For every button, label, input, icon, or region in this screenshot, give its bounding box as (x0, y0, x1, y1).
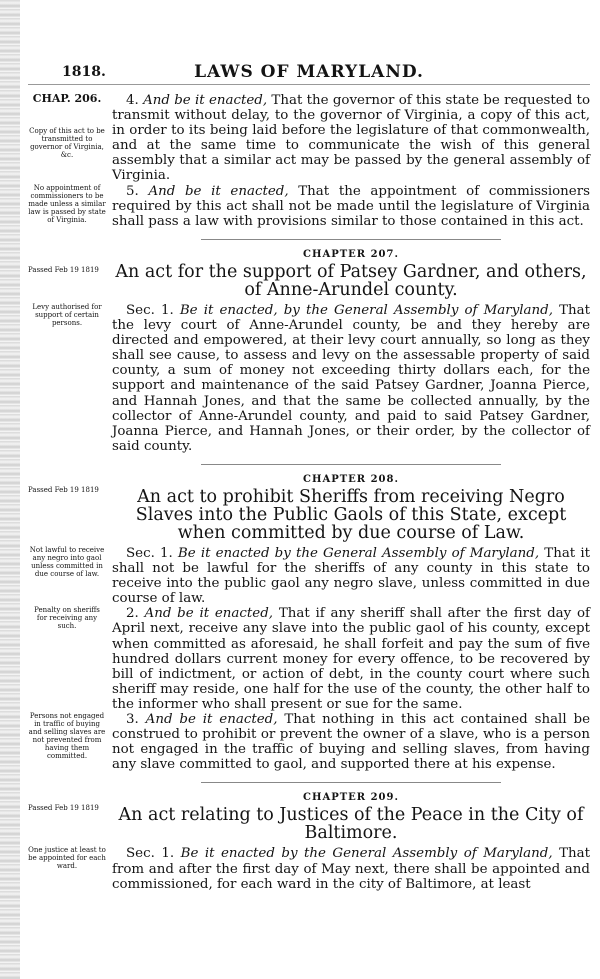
chapter-208-heading: CHAPTER 208. (303, 473, 399, 485)
chapter-208 (28, 470, 590, 546)
chapter-207-section-1-text: Sec. 1. Be it enacted, by the General Assembly of Maryland, That the levy court of Anne-Arundel county, be and they hereby are directed and empowered, at their levy court annually, so long as they shall see cause, to assess and levy on the assessable property of said county, a sum of money not exceeding thirty dollars each, for the support and maintenance of the said Patsey Gardner, Joanna Pierce, and Hannah Jones, and that the same be collected annually, by the collector of Anne-Arundel county, and paid to said Patsey Gardner, Joanna Pierce, and Hannah Jones, or their order, by the collector of said county. (112, 302, 591, 454)
section-4-text: 4. And be it enacted, That the governor of this state be requested to transmit without delay, to the governor of Virginia, a copy of this act, in order to its being laid before the legislature of that commonwealth, and at the same time to communicate the wish of this general assembly that a similar act may be passed by the general assembly of Virginia. (112, 93, 591, 184)
chapter-208-section-1-text: Sec. 1. Be it enacted by the General Assembly of Maryland, That it shall not be lawful for the sheriffs of any county in this state to receive into the public gaol any negro slave, unless committed in due course of law. (112, 545, 590, 607)
passed-date-209: Passed Feb 19 1819 (28, 804, 99, 813)
margin-note-persons: Persons not engaged in traffic of buying and selling slaves are not prevented from having them committed. (28, 712, 106, 760)
chapter-207 (28, 245, 590, 303)
margin-note-copy: Copy of this act to be transmitted to governor of Virginia, &c. (29, 127, 105, 159)
margin-note-commissioners: No appointment of commissioners to be made unless a similar law is passed by state of Virginia. (28, 183, 106, 224)
page-header (28, 58, 590, 85)
chapter-208-section-2 (28, 606, 590, 712)
page-year: 1818. (62, 64, 106, 80)
chapter-207-title: An act for the support of Patsey Gardner, and others, of Anne-Arundel county. (115, 261, 587, 300)
chapter-208-section-3-text: 3. And be it enacted, That nothing in this act contained shall be construed to prohibit or prevent the owner of a slave, who is a person not engaged in the traffic of buying and selling slaves, from having any slave committed to gaol, and supported there at his expense. (112, 712, 590, 773)
margin-note-levy: Levy authorised for support of certain persons. (32, 302, 102, 327)
chapter-208-section-2-text: 2. And be it enacted, That if any sheriff shall after the first day of April next, receive any slave into the public gaol of his county, except when committed as aforesaid, he shall forfeit and pay the sum of five hundred dollars current money for every offence, to be recovered by bill of indictment, or action of debt, in the county court where such sheriff may reside, one half for the use of the county, the other half to the informer who shall present or sue for the same. (112, 606, 590, 712)
passed-date-207: Passed Feb 19 1819 (28, 265, 99, 274)
chapter-209-title: An act relating to Justices of the Peace in the City of Baltimore. (118, 805, 584, 844)
book-page (28, 58, 590, 892)
chapter-208-title: An act to prohibit Sheriffs from receiving Negro Slaves into the Public Gaols of this State, except when committed by due course of Law. (135, 486, 567, 543)
chapter-208-section-1 (28, 546, 590, 606)
chapter-208-section-3 (28, 712, 590, 772)
margin-note-not-lawful: Not lawful to receive any negro into gaol unless committed in due course of law. (29, 545, 105, 578)
margin-note-penalty: Penalty on sheriffs for receiving any such. (34, 606, 100, 631)
chapter-206-label: CHAP. 206. (32, 92, 102, 105)
margin-note-justice: One justice at least to be appointed for each ward. (28, 846, 106, 871)
chapter-206-section-4 (28, 93, 590, 184)
chapter-209 (28, 788, 590, 846)
chapter-207-heading: CHAPTER 207. (303, 248, 399, 260)
chapter-209-heading: CHAPTER 209. (303, 792, 399, 804)
chapter-207-section-1 (28, 303, 590, 454)
running-title: LAWS OF MARYLAND. (194, 62, 424, 82)
chapter-209-section-1 (28, 846, 590, 891)
page-edge (0, 0, 20, 979)
chapter-206-section-5 (28, 184, 590, 229)
section-5-text: 5. And be it enacted, That the appointment of commissioners required by this act shall not be made until the legislature of Virginia shall pass a law with provisions similar to those contained in this act. (112, 183, 590, 229)
passed-date-208: Passed Feb 19 1819 (28, 485, 99, 494)
chapter-209-section-1-text: Sec. 1. Be it enacted by the General Assembly of Maryland, That from and after the first day of May next, there shall be appointed and commissioned, for each ward in the city of Baltimore, at least (112, 846, 590, 892)
